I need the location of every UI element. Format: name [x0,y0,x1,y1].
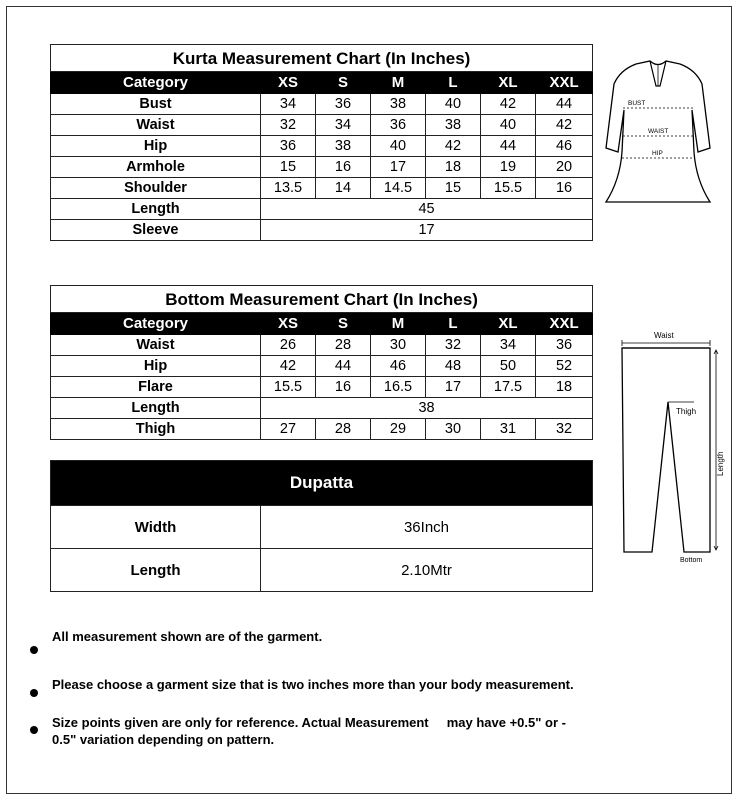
cell: 15.5 [481,178,536,199]
row-label: Length [51,549,261,592]
bullet-icon [30,689,38,697]
row-label: Thigh [51,419,261,440]
cell: 31 [481,419,536,440]
thigh-label: Thigh [676,407,697,416]
cell: 15 [426,178,481,199]
cell: 14.5 [371,178,426,199]
note-text-continued: 0.5" variation depending on pattern. [52,732,275,747]
cell: 42 [536,115,593,136]
cell: 28 [316,335,371,356]
cell: 40 [481,115,536,136]
cell: 44 [316,356,371,377]
length-label: Length [716,451,725,476]
bullet-icon [30,646,38,654]
cell: 48 [426,356,481,377]
header-size: XXL [536,313,593,335]
cell: 15 [261,157,316,178]
cell: 16.5 [371,377,426,398]
cell: 14 [316,178,371,199]
row-label: Armhole [51,157,261,178]
dupatta-table [50,460,593,592]
dupatta-title: Dupatta [51,461,593,506]
header-category: Category [51,313,261,335]
table-row [51,115,593,136]
header-size: L [426,313,481,335]
row-label: Shoulder [51,178,261,199]
header-category: Category [51,72,261,94]
table-row [51,419,593,440]
table-row [51,220,593,241]
row-label: Hip [51,356,261,377]
table-row [51,335,593,356]
row-label: Length [51,199,261,220]
header-size: S [316,313,371,335]
note-text: Please choose a garment size that is two inches more than your body measurement. [52,677,574,692]
cell: 13.5 [261,178,316,199]
cell: 2.10Mtr [261,549,593,592]
header-size: S [316,72,371,94]
cell: 52 [536,356,593,377]
cell: 17 [371,157,426,178]
pant-outline [622,348,710,552]
cell: 15.5 [261,377,316,398]
row-label: Hip [51,136,261,157]
cell: 36 [316,94,371,115]
table-row [51,178,593,199]
note-item [30,714,590,748]
cell: 17.5 [481,377,536,398]
kurta-table-title: Kurta Measurement Chart (In Inches) [51,45,593,72]
merged-cell: 38 [261,398,593,419]
cell: 40 [426,94,481,115]
cell: 38 [426,115,481,136]
cell: 36 [371,115,426,136]
cell: 40 [371,136,426,157]
header-size: XL [481,72,536,94]
cell: 46 [536,136,593,157]
waist-label: Waist [654,331,674,340]
row-label: Bust [51,94,261,115]
merged-cell: 17 [261,220,593,241]
cell: 32 [426,335,481,356]
cell: 30 [371,335,426,356]
cell: 27 [261,419,316,440]
table-row [51,136,593,157]
cell: 34 [481,335,536,356]
cell: 46 [371,356,426,377]
bottom-measurement-table [50,285,593,440]
cell: 36 [261,136,316,157]
notes-list [30,628,590,748]
bottom-header-row [51,313,593,335]
cell: 16 [316,377,371,398]
kurta-measurement-table [50,44,593,241]
cell: 16 [536,178,593,199]
waist-label: WAIST [648,128,669,135]
cell: 34 [261,94,316,115]
cell: 17 [426,377,481,398]
bottom-illustration [606,326,728,566]
kurta-header-row [51,72,593,94]
note-item [30,676,590,714]
table-row [51,356,593,377]
cell: 42 [481,94,536,115]
header-size: M [371,72,426,94]
cell: 44 [481,136,536,157]
cell: 16 [316,157,371,178]
bottom-hem-label: Bottom [680,557,703,564]
cell: 28 [316,419,371,440]
header-size: M [371,313,426,335]
table-row [51,377,593,398]
hip-label: HIP [652,150,663,157]
cell: 36 [536,335,593,356]
cell: 32 [261,115,316,136]
header-size: XXL [536,72,593,94]
cell: 19 [481,157,536,178]
cell: 42 [426,136,481,157]
table-row [51,199,593,220]
row-label: Sleeve [51,220,261,241]
bullet-icon [30,726,38,734]
table-row [51,94,593,115]
cell: 34 [316,115,371,136]
cell: 44 [536,94,593,115]
row-label: Width [51,506,261,549]
row-label: Waist [51,335,261,356]
cell: 42 [261,356,316,377]
header-size: XS [261,313,316,335]
header-size: XS [261,72,316,94]
header-size: XL [481,313,536,335]
row-label: Flare [51,377,261,398]
cell: 30 [426,419,481,440]
table-row [51,398,593,419]
cell: 50 [481,356,536,377]
table-row [51,506,593,549]
bust-label: BUST [628,100,646,107]
note-text: All measurement shown are of the garment. [52,629,323,644]
note-text: Size points given are only for reference. Actual Measurement may have +0.5" or - [52,715,566,730]
cell: 38 [371,94,426,115]
cell: 18 [536,377,593,398]
table-row [51,549,593,592]
cell: 29 [371,419,426,440]
cell: 32 [536,419,593,440]
row-label: Length [51,398,261,419]
row-label: Waist [51,115,261,136]
cell: 20 [536,157,593,178]
cell: 18 [426,157,481,178]
table-row [51,157,593,178]
header-size: L [426,72,481,94]
kurta-illustration [598,56,728,216]
merged-cell: 45 [261,199,593,220]
bottom-table-title: Bottom Measurement Chart (In Inches) [51,286,593,313]
cell: 38 [316,136,371,157]
cell: 26 [261,335,316,356]
note-item [30,628,590,676]
cell: 36Inch [261,506,593,549]
